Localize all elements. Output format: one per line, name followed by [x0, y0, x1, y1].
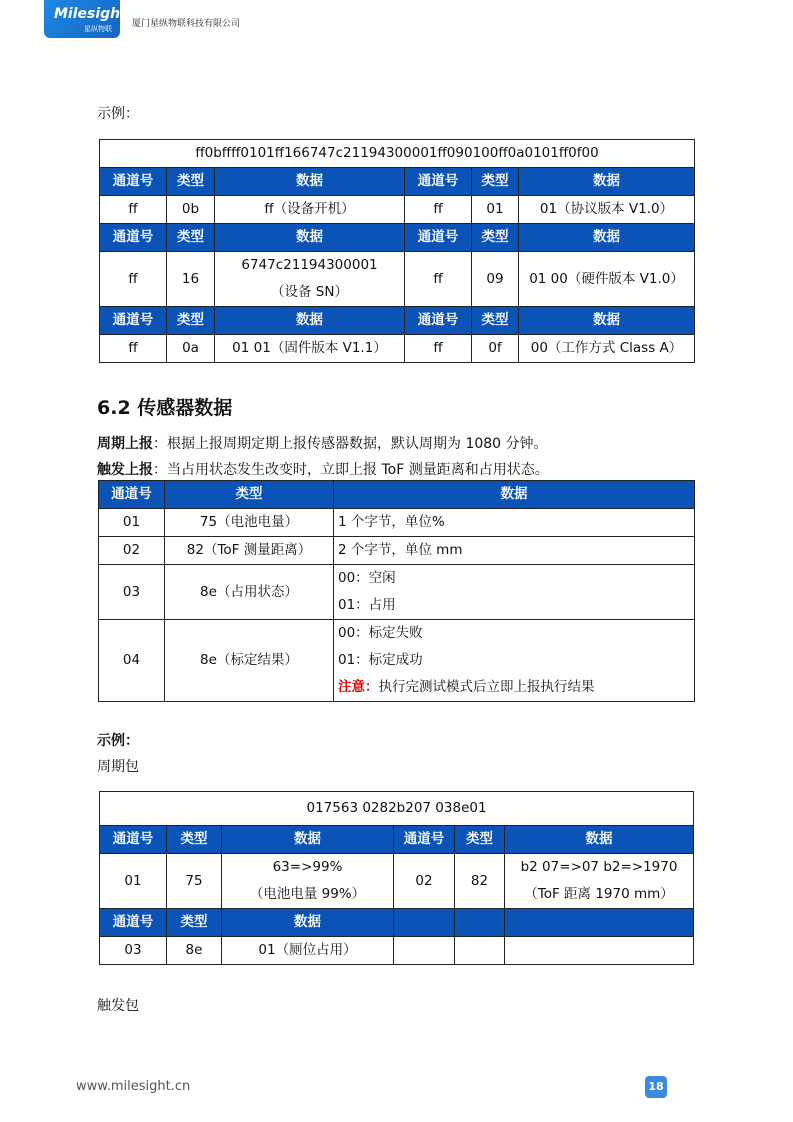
- cell: 09: [472, 252, 519, 307]
- cell: 0b: [167, 196, 215, 224]
- col-header: 通道号: [100, 307, 167, 335]
- cell: 82（ToF 测量距离）: [165, 537, 334, 565]
- col-header: 数据: [334, 481, 695, 509]
- col-header: 类型: [472, 168, 519, 196]
- example2-table: [99, 791, 694, 965]
- footer-url: www.milesight.cn: [76, 1079, 191, 1094]
- cell: 8e（标定结果）: [165, 620, 334, 702]
- col-header-empty: [455, 909, 505, 937]
- trigger-report-text: [97, 459, 549, 479]
- cell: 16: [167, 252, 215, 307]
- cell: 82: [455, 854, 505, 909]
- table-row: [100, 196, 695, 224]
- note-label: 注意：: [338, 679, 379, 695]
- cell: 03: [99, 565, 165, 620]
- col-header: 通道号: [99, 481, 165, 509]
- cell-line: 00：标定失败: [338, 625, 423, 641]
- table-row: [99, 509, 695, 537]
- table-row: [100, 252, 695, 307]
- cell: 01: [99, 509, 165, 537]
- cell: ff（设备开机）: [215, 196, 405, 224]
- cell: 75: [167, 854, 222, 909]
- col-header: 数据: [222, 909, 394, 937]
- note-text: 执行完测试模式后立即上报执行结果: [378, 679, 595, 695]
- trigger-report-label: 触发上报: [97, 462, 153, 478]
- col-header: 通道号: [394, 826, 455, 854]
- col-header-empty: [394, 909, 455, 937]
- col-header: 类型: [472, 307, 519, 335]
- col-header: 数据: [222, 826, 394, 854]
- cell: 8e: [167, 937, 222, 965]
- table-row: [99, 537, 695, 565]
- col-header: 通道号: [100, 168, 167, 196]
- col-header: 数据: [505, 826, 694, 854]
- col-header: 通道号: [405, 307, 472, 335]
- trigger-report-desc: ：当占用状态发生改变时，立即上报 ToF 测量距离和占用状态。: [153, 462, 549, 478]
- example1-hex: ff0bffff0101ff166747c21194300001ff090100ff0a0101ff0f00: [100, 140, 695, 168]
- example1-table: [99, 139, 695, 363]
- col-header: 数据: [215, 224, 405, 252]
- cell: ff: [100, 196, 167, 224]
- col-header: 通道号: [100, 826, 167, 854]
- col-header: 通道号: [405, 224, 472, 252]
- cell-line: [338, 674, 690, 701]
- cell-empty: [505, 937, 694, 965]
- cell: 01: [472, 196, 519, 224]
- table-row: [100, 854, 694, 909]
- cell: [215, 252, 405, 307]
- table-row: [99, 620, 695, 702]
- cell: 01（厕位占用）: [222, 937, 394, 965]
- page-number: 18: [645, 1076, 667, 1098]
- table-row: [100, 937, 694, 965]
- cell: 0f: [472, 335, 519, 363]
- company-logo: [44, 0, 127, 38]
- col-header: 类型: [472, 224, 519, 252]
- cell-line: 01：标定成功: [338, 652, 423, 668]
- logo-subtext: 星纵物联: [84, 25, 112, 33]
- periodic-report-label: 周期上报: [97, 436, 153, 452]
- cell-empty: [455, 937, 505, 965]
- col-header: 通道号: [100, 224, 167, 252]
- cell: ff: [100, 335, 167, 363]
- cell: 02: [394, 854, 455, 909]
- col-header: 数据: [519, 307, 695, 335]
- cell-line: （ToF 距离 1970 mm）: [524, 886, 674, 902]
- col-header: 通道号: [100, 909, 167, 937]
- cell-line: （电池电量 99%）: [249, 886, 366, 902]
- periodic-packet-label: 周期包: [97, 759, 139, 775]
- section-title: 6.2 传感器数据: [97, 397, 233, 419]
- col-header: 类型: [167, 307, 215, 335]
- cell: 01（协议版本 V1.0）: [519, 196, 695, 224]
- trigger-packet-label: 触发包: [97, 998, 139, 1014]
- cell: 01 00（硬件版本 V1.0）: [519, 252, 695, 307]
- cell: 01 01（固件版本 V1.1）: [215, 335, 405, 363]
- cell: 75（电池电量）: [165, 509, 334, 537]
- cell: 00（工作方式 Class A）: [519, 335, 695, 363]
- cell: ff: [100, 252, 167, 307]
- cell-line: 63=>99%: [272, 859, 343, 875]
- col-header: 数据: [215, 168, 405, 196]
- col-header: 类型: [167, 909, 222, 937]
- col-header: 数据: [519, 224, 695, 252]
- cell: 2 个字节，单位 mm: [334, 537, 695, 565]
- sensor-data-table: [98, 480, 695, 702]
- cell-line: b2 07=>07 b2=>1970: [520, 859, 678, 875]
- cell: 0a: [167, 335, 215, 363]
- periodic-report-desc: ：根据上报周期定期上报传感器数据，默认周期为 1080 分钟。: [153, 436, 548, 452]
- col-header: 类型: [167, 224, 215, 252]
- cell-empty: [394, 937, 455, 965]
- cell: 02: [99, 537, 165, 565]
- col-header: 数据: [519, 168, 695, 196]
- cell: 01: [100, 854, 167, 909]
- cell-line: 00：空闲: [338, 570, 396, 586]
- cell: [222, 854, 394, 909]
- logo-text: Milesight: [54, 6, 127, 22]
- cell: ff: [405, 335, 472, 363]
- cell-line: 6747c21194300001: [241, 257, 378, 273]
- col-header-empty: [505, 909, 694, 937]
- cell: [505, 854, 694, 909]
- example-label: 示例：: [97, 106, 139, 122]
- cell: [334, 620, 695, 702]
- table-row: [99, 565, 695, 620]
- table-row: [100, 335, 695, 363]
- col-header: 类型: [455, 826, 505, 854]
- cell: 03: [100, 937, 167, 965]
- periodic-report-text: [97, 433, 548, 453]
- example-label: 示例：: [97, 733, 139, 749]
- cell-line: 01：占用: [338, 597, 396, 613]
- col-header: 类型: [167, 826, 222, 854]
- col-header: 数据: [215, 307, 405, 335]
- col-header: 通道号: [405, 168, 472, 196]
- company-name: 厦门星纵物联科技有限公司: [132, 19, 241, 29]
- cell: 8e（占用状态）: [165, 565, 334, 620]
- cell-line: （设备 SN）: [271, 284, 348, 300]
- example2-hex: 017563 0282b207 038e01: [100, 792, 694, 826]
- col-header: 类型: [167, 168, 215, 196]
- cell: ff: [405, 252, 472, 307]
- col-header: 类型: [165, 481, 334, 509]
- cell: 04: [99, 620, 165, 702]
- cell: 1 个字节，单位%: [334, 509, 695, 537]
- cell: ff: [405, 196, 472, 224]
- cell: [334, 565, 695, 620]
